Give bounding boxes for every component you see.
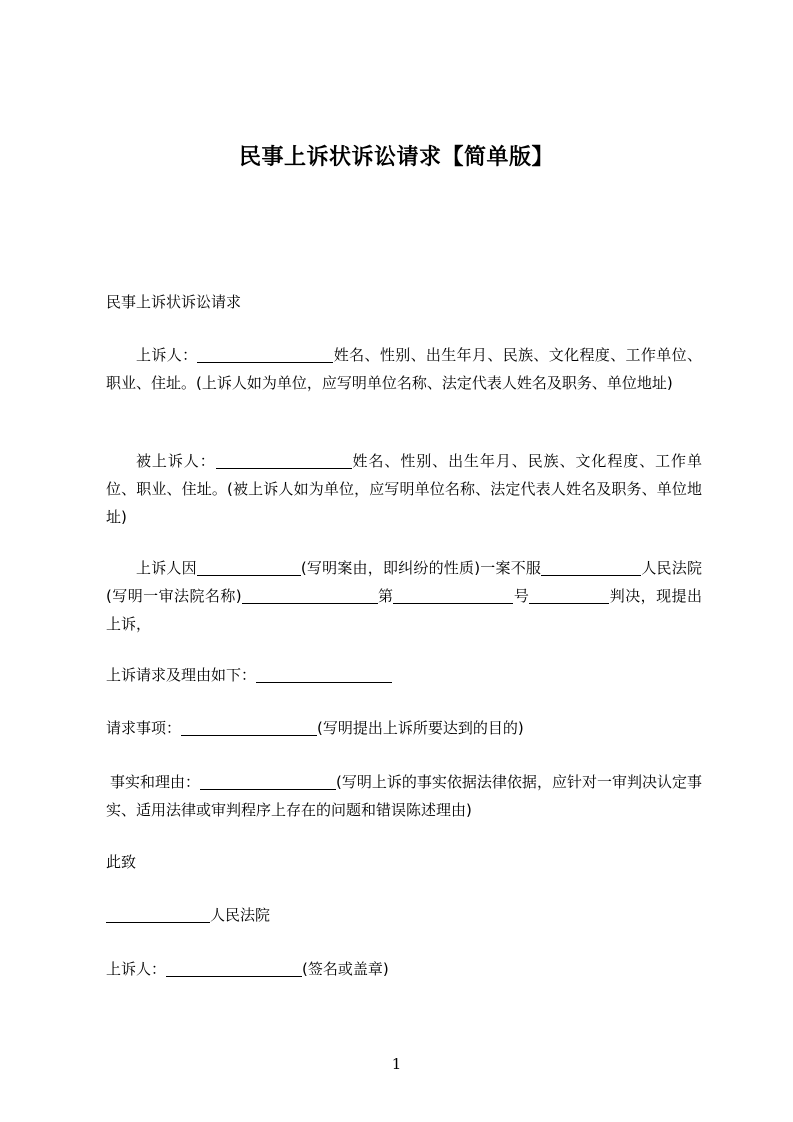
appeal-part2: (写明案由，即纠纷的性质)一案不服 (300, 559, 542, 577)
case-cause-blank (197, 558, 301, 576)
appellant-label: 上诉人： (136, 346, 198, 364)
reasons-intro-paragraph (106, 661, 702, 689)
facts-reasons-blank (200, 772, 336, 790)
court-name-line (106, 905, 210, 923)
closing-text: 此致 (106, 853, 137, 871)
appellant-blank (197, 345, 333, 363)
signature-paragraph (106, 955, 702, 983)
appeal-part3: 人民法院(写明一审法院名称) (106, 559, 702, 605)
signature-blank (166, 959, 302, 977)
reasons-blank (256, 665, 392, 683)
signature-note: (签名或盖章) (302, 960, 389, 978)
appellee-text: 姓名、性别、出生年月、民族、文化程度、工作单位、职业、住址。(被上诉人如为单位，应写明单位名称、法定代表人姓名及职务、单位地址) (106, 452, 702, 526)
closing-paragraph (106, 848, 702, 876)
appellant-text: 姓名、性别、出生年月、民族、文化程度、工作单位、职业、住址。(上诉人如为单位，应写明单位名称、法定代表人姓名及职务、单位地址) (106, 346, 702, 392)
appeal-part1: 上诉人因 (136, 559, 197, 577)
facts-reasons-paragraph (106, 768, 702, 824)
court-paragraph (106, 901, 702, 929)
heading-paragraph (106, 288, 702, 316)
appeal-part6: 判决，现提出上诉， (106, 587, 702, 633)
appeal-part4: 第 (377, 587, 394, 605)
appellee-paragraph (106, 447, 702, 531)
appellant-paragraph (106, 341, 702, 397)
appeal-part5: 号 (513, 587, 530, 605)
reasons-intro-text: 上诉请求及理由如下： (106, 666, 257, 684)
facts-reasons-label: 事实和理由： (110, 773, 201, 791)
request-items-label: 请求事项： (106, 719, 182, 737)
court-blank (541, 558, 641, 576)
page-number: 1 (391, 1055, 402, 1073)
case-number-blank (393, 586, 513, 604)
signature-label: 上诉人： (106, 960, 167, 978)
court-text: 人民法院 (210, 906, 271, 924)
heading-text: 民事上诉状诉讼请求 (106, 293, 242, 311)
facts-reasons-note: (写明上诉的事实依据法律依据，应针对一审判决认定事实、适用法律或审判程序上存在的问题和错误陈述理由) (106, 773, 702, 819)
appellee-blank (216, 451, 352, 469)
court-name-blank (242, 586, 378, 604)
appellee-label: 被上诉人： (136, 452, 216, 470)
document-title: 民事上诉状诉讼请求【简单版】 (238, 145, 554, 170)
request-items-paragraph (106, 714, 702, 742)
judgment-blank (529, 586, 609, 604)
request-items-note: (写明提出上诉所要达到的目的) (317, 719, 524, 737)
appeal-statement-paragraph (106, 554, 702, 638)
request-items-blank (181, 718, 317, 736)
